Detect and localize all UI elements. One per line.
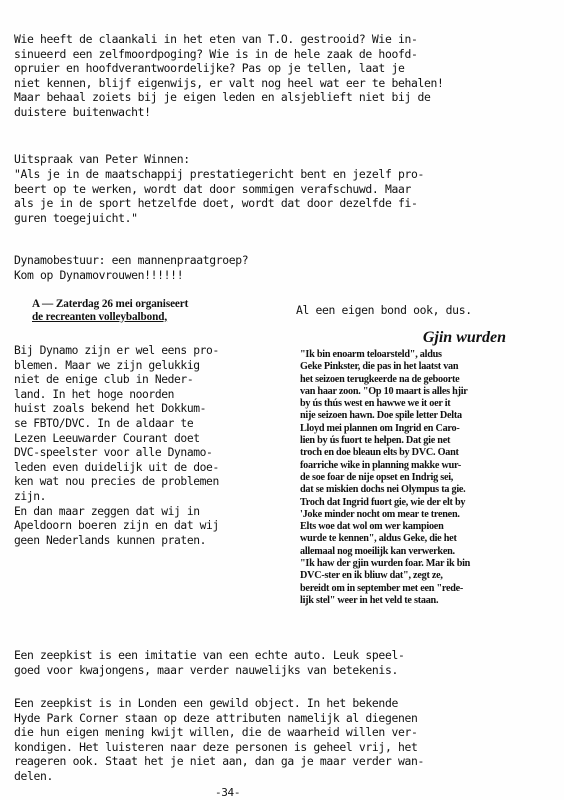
dynamo-problems-column: Bij Dynamo zijn er wel eens pro- blemen. Maar we zijn gelukkig niet de enige club in Neder- land. In het hoge noorden huist zoals bekend het Dokkum- se FBTO/DVC. In de aldaar te Lezen Leeuwarder Courant doet DVC-speelster voor alle Dynamo- leden even duidelijk uit de doe- ken wat nou precies de problemen zijn. En dan maar zeggen dat wij in Apeldoorn boeren zijn en dat wij geen Nederlands kunnen praten. — [14, 344, 219, 547]
opening-paragraph: Wie heeft de claankali in het eten van T.O. gestrooid? Wie in- sinueerd een zelfmoordpoging? Wie is in de hele zaak de hoofd- opruier en hoofdverantwoordelijke? Pas op je tellen, laat je niet kennen, blijf eigenwijs, er valt nog heel wat eer te behalen! Maar behaal zoiets bij je eigen leden en alsjeblieft niet bij de duistere buitenwacht! — [14, 32, 444, 119]
zeepkist-paragraph-2: Een zeepkist is in Londen een gewild object. In het bekende Hyde Park Corner staan op deze attributen namelijk al diegenen die hun eigen mening kwijt willen, die de waarheid willen ver- kondigen. Het luisteren naar deze personen is geheel vrij, het reageren ook. Staat het je niet aan, dan ga je maar verder wan- delen. — [14, 696, 424, 783]
dynamo-remark: Dynamobestuur: een mannenpraatgroep? Kom op Dynamovrouwen!!!!!! — [14, 253, 249, 282]
clipping-title: Gjin wurden — [422, 329, 506, 346]
clipping-body: "Ik bin enoarm teloarsteld", aldus Geke Pinkster, die pas in het laatst van het seizoen terugkeerde na de geboorte van haar zoon. "Op 10 maart is alles hjir by ús thús west en hawwe we it oer it nije seizoen hawn. Doe spile letter Delta Lloyd mei plannen om Ingrid en Caro- lien by ús fuort te helpen. Dat gie net troch en doe bleaun elts by DVC. Oant foarriche wike in planning makke wur- de soe foar de nije opset en Indrig sei, dat se miskien dochs nei Olympus ta gie. Troch dat Ingrid fuort gie, wie der elt by 'Joke minder nocht om mear te trenen. Elts woe dat wol om wer kampioen wurde te kennen", aldus Geke, die het allemaal nog moeilijk kan verwerken. "Ik haw der gjin wurden foar. Mar ik bin DVC-ster en ik bliuw dat", zegt ze, bereidt om in september met een "rede- lijk stel" weer in het veld te staan. — [300, 349, 471, 606]
page-number: -34- — [215, 786, 241, 799]
bond-remark: Al een eigen bond ook, dus. — [296, 303, 472, 317]
clipping-header-line2: de recreanten volleybalbond, — [32, 310, 168, 323]
newspaper-clipping — [300, 329, 514, 607]
zeepkist-paragraph-1: Een zeepkist is een imitatie van een echte auto. Leuk speel- goed voor kwajongens, maar verder nauwelijks van betekenis. — [14, 648, 405, 677]
quote-heading: Uitspraak van Peter Winnen: — [14, 152, 190, 166]
clipping-header — [32, 298, 188, 323]
winnen-quote: "Als je in de maatschappij prestatiegericht bent en jezelf pro- beert op te werken, wordt dat door sommigen verafschuwd. Maar als je in de sport hetzelfde doet, wordt dat door dezelfde fi- guren toegejuicht." — [14, 167, 424, 225]
clipping-header-line1: A — Zaterdag 26 mei organiseert — [32, 298, 189, 310]
